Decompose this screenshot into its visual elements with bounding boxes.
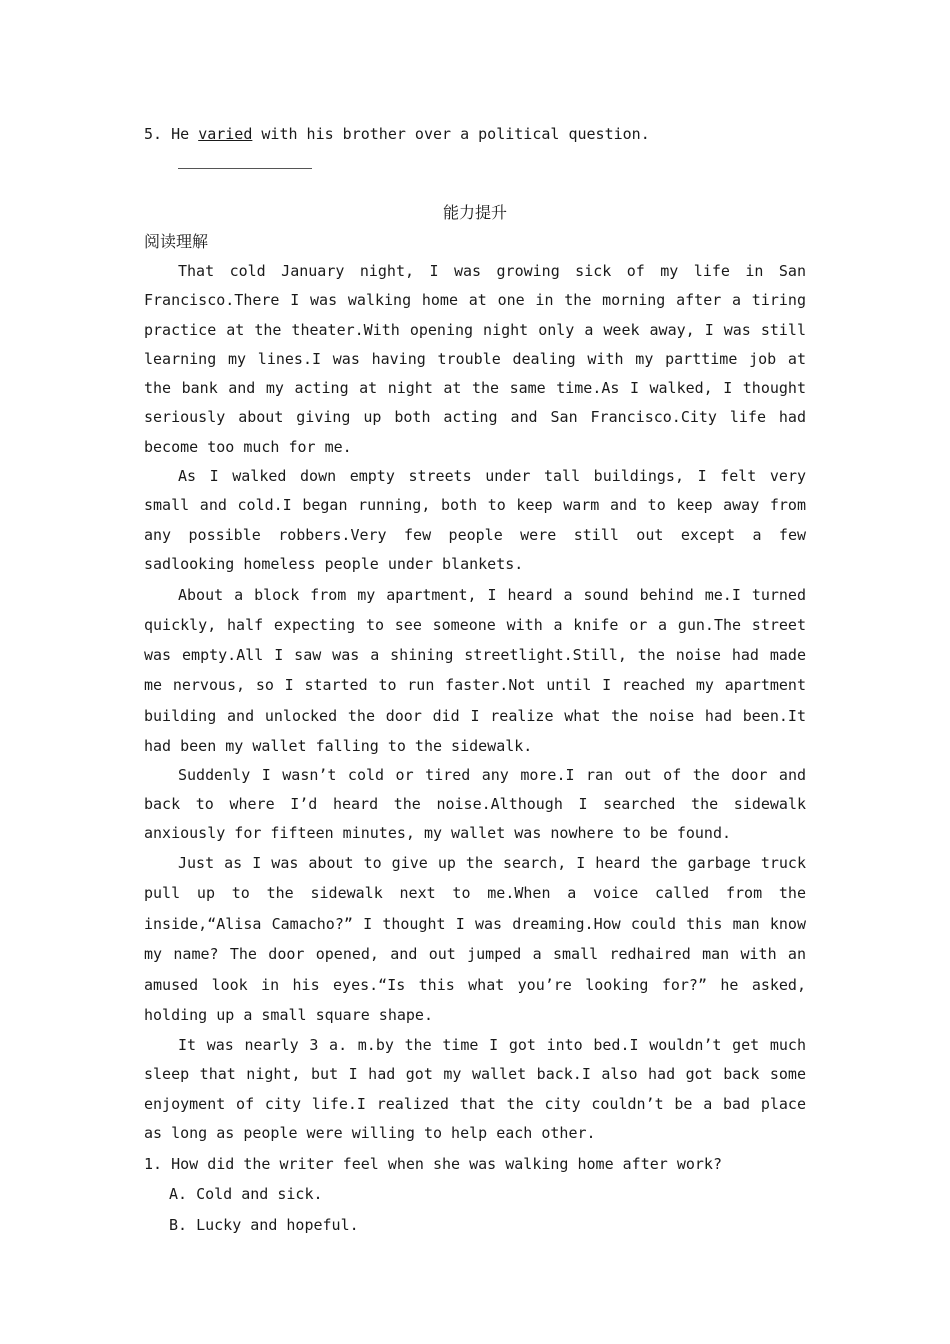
passage-paragraph-5: Just as I was about to give up the search, I heard the garbage truck pull up to the sidewalk next to me.When a voice called from the inside,“Alisa Camacho?” I thought I was dreaming.How could this man know my name? The door opened, and out jumped a small redhaired man with an amused look in his eyes.“Is this what you’re looking for?” he asked, holding up a small square shape.: [144, 853, 806, 1025]
passage-paragraph-2: As I walked down empty streets under tall buildings, I felt very small and cold.I began running, both to keep warm and to keep away from any possible robbers.Very few people were still out except a few sadlooking homeless people under blankets.: [144, 467, 806, 574]
document-content: [144, 120, 806, 1241]
passage-paragraph-4: Suddenly I wasn’t cold or tired any more.I ran out of the door and back to where I’d heard the noise.Although I searched the sidewalk anxiously for fifteen minutes, my wallet was nowhere to be found.: [144, 765, 806, 842]
question-1: 1. How did the writer feel when she was walking home after work?: [144, 1154, 722, 1173]
exercise-5: [144, 120, 806, 148]
option-b: B. Lucky and hopeful.: [169, 1215, 359, 1234]
underlined-word: varied: [198, 125, 253, 143]
passage-paragraph-3: About a block from my apartment, I heard a sound behind me.I turned quickly, half expecting to see someone with a knife or a gun.The street was empty.All I saw was a shining streetlight.Still, the noise had made me nervous, so I started to run faster.Not until I reached my apartment building and unlocked the door did I realize what the noise had been.It had been my wallet falling to the sidewalk.: [144, 585, 806, 755]
exercise-number: 5.: [144, 125, 163, 143]
exercise-text-before: He: [171, 125, 199, 143]
option-a: A. Cold and sick.: [169, 1184, 323, 1203]
subsection-title: 阅读理解: [144, 232, 209, 251]
exercise-text-after: with his brother over a political question.: [252, 125, 650, 143]
answer-blank-line[interactable]: [178, 168, 312, 169]
passage-paragraph-1: That cold January night, I was growing sick of my life in San Francisco.There I was walking home at one in the morning after a tiring practice at the theater.With opening night only a week away, I was still learning my lines.I was having trouble dealing with my parttime job at the bank and my acting at night at the same time.As I walked, I thought seriously about giving up both acting and San Francisco.City life had become too much for me.: [144, 262, 806, 456]
section-title: 能力提升: [442, 203, 507, 222]
passage-paragraph-6: It was nearly 3 a. m.by the time I got into bed.I wouldn’t get much sleep that night, but I had got my wallet back.I also had got back some enjoyment of city life.I realized that the city couldn’t be a bad place as long as people were willing to help each other.: [144, 1035, 806, 1143]
